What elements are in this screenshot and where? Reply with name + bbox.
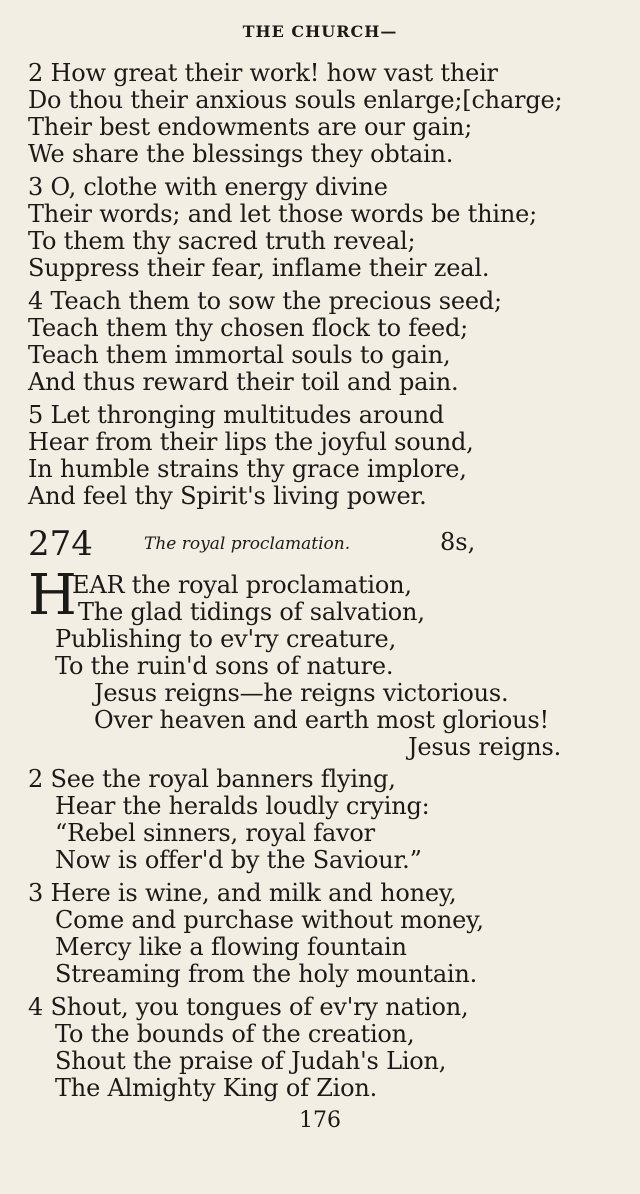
hymn-stanza-1 [28, 572, 628, 761]
verse-line: Do thou their anxious souls enlarge;[charge; [28, 86, 563, 114]
verse-line: 2 See the royal banners flying, [28, 765, 396, 793]
verse-line: Now is offer'd by the Saviour.” [55, 846, 422, 874]
verse-line: 5 Let thronging multitudes around [28, 401, 445, 429]
verse-line: Hear the heralds loudly crying: [55, 792, 430, 820]
hymn-number: 274 [28, 524, 93, 564]
verse-line: To them thy sacred truth reveal; [28, 227, 416, 255]
verse-line: The glad tidings of salvation, [78, 598, 425, 626]
prior-stanza-5 [28, 402, 628, 510]
prior-stanza-3 [28, 174, 628, 282]
verse-line: Suppress their fear, inflame their zeal. [28, 254, 490, 282]
verse-line: To the bounds of the creation, [55, 1020, 415, 1048]
verse-line: And thus reward their toil and pain. [28, 368, 459, 396]
running-header: THE CHURCH— [242, 22, 398, 41]
hymn-stanza-4 [28, 994, 628, 1102]
prior-stanza-4 [28, 288, 628, 396]
verse-line: Shout the praise of Judah's Lion, [55, 1047, 447, 1075]
hymn-header [28, 524, 628, 564]
verse-line: Streaming from the holy mountain. [55, 960, 478, 988]
hymn-meter: 8s, [440, 528, 476, 556]
verse-line: EAR the royal proclamation, [72, 571, 412, 599]
verse-line: Publishing to ev'ry creature, [55, 625, 396, 653]
verse-line: 3 Here is wine, and milk and honey, [28, 879, 457, 907]
drop-cap: H [28, 563, 77, 628]
prior-stanza-2 [28, 60, 628, 168]
verse-line: The Almighty King of Zion. [55, 1074, 378, 1102]
verse-line: Jesus reigns. [408, 733, 562, 761]
verse-line: Teach them immortal souls to gain, [28, 341, 451, 369]
verse-line: 2 How great their work! how vast their [28, 59, 498, 87]
verse-line: Teach them thy chosen flock to feed; [28, 314, 468, 342]
verse-line: To the ruin'd sons of nature. [55, 652, 394, 680]
verse-line: 4 Shout, you tongues of ev'ry nation, [28, 993, 469, 1021]
verse-line: Hear from their lips the joyful sound, [28, 428, 474, 456]
verse-line: Their best endowments are our gain; [28, 113, 473, 141]
verse-line: We share the blessings they obtain. [28, 140, 454, 168]
verse-line: Mercy like a flowing fountain [55, 933, 407, 961]
verse-line: “Rebel sinners, royal favor [55, 819, 375, 847]
hymn-stanza-3 [28, 880, 628, 988]
verse-line: In humble strains thy grace implore, [28, 455, 467, 483]
verse-line: 3 O, clothe with energy divine [28, 173, 388, 201]
verse-line: Their words; and let those words be thine; [28, 200, 538, 228]
hymn-title: The royal proclamation. [144, 534, 351, 554]
hymn-stanza-2 [28, 766, 628, 874]
page-number: 176 [299, 1108, 341, 1133]
verse-line: And feel thy Spirit's living power. [28, 482, 427, 510]
verse-line: Over heaven and earth most glorious! [94, 706, 549, 734]
verse-line: Jesus reigns—he reigns victorious. [94, 679, 509, 707]
verse-line: 4 Teach them to sow the precious seed; [28, 287, 502, 315]
verse-line: Come and purchase without money, [55, 906, 484, 934]
